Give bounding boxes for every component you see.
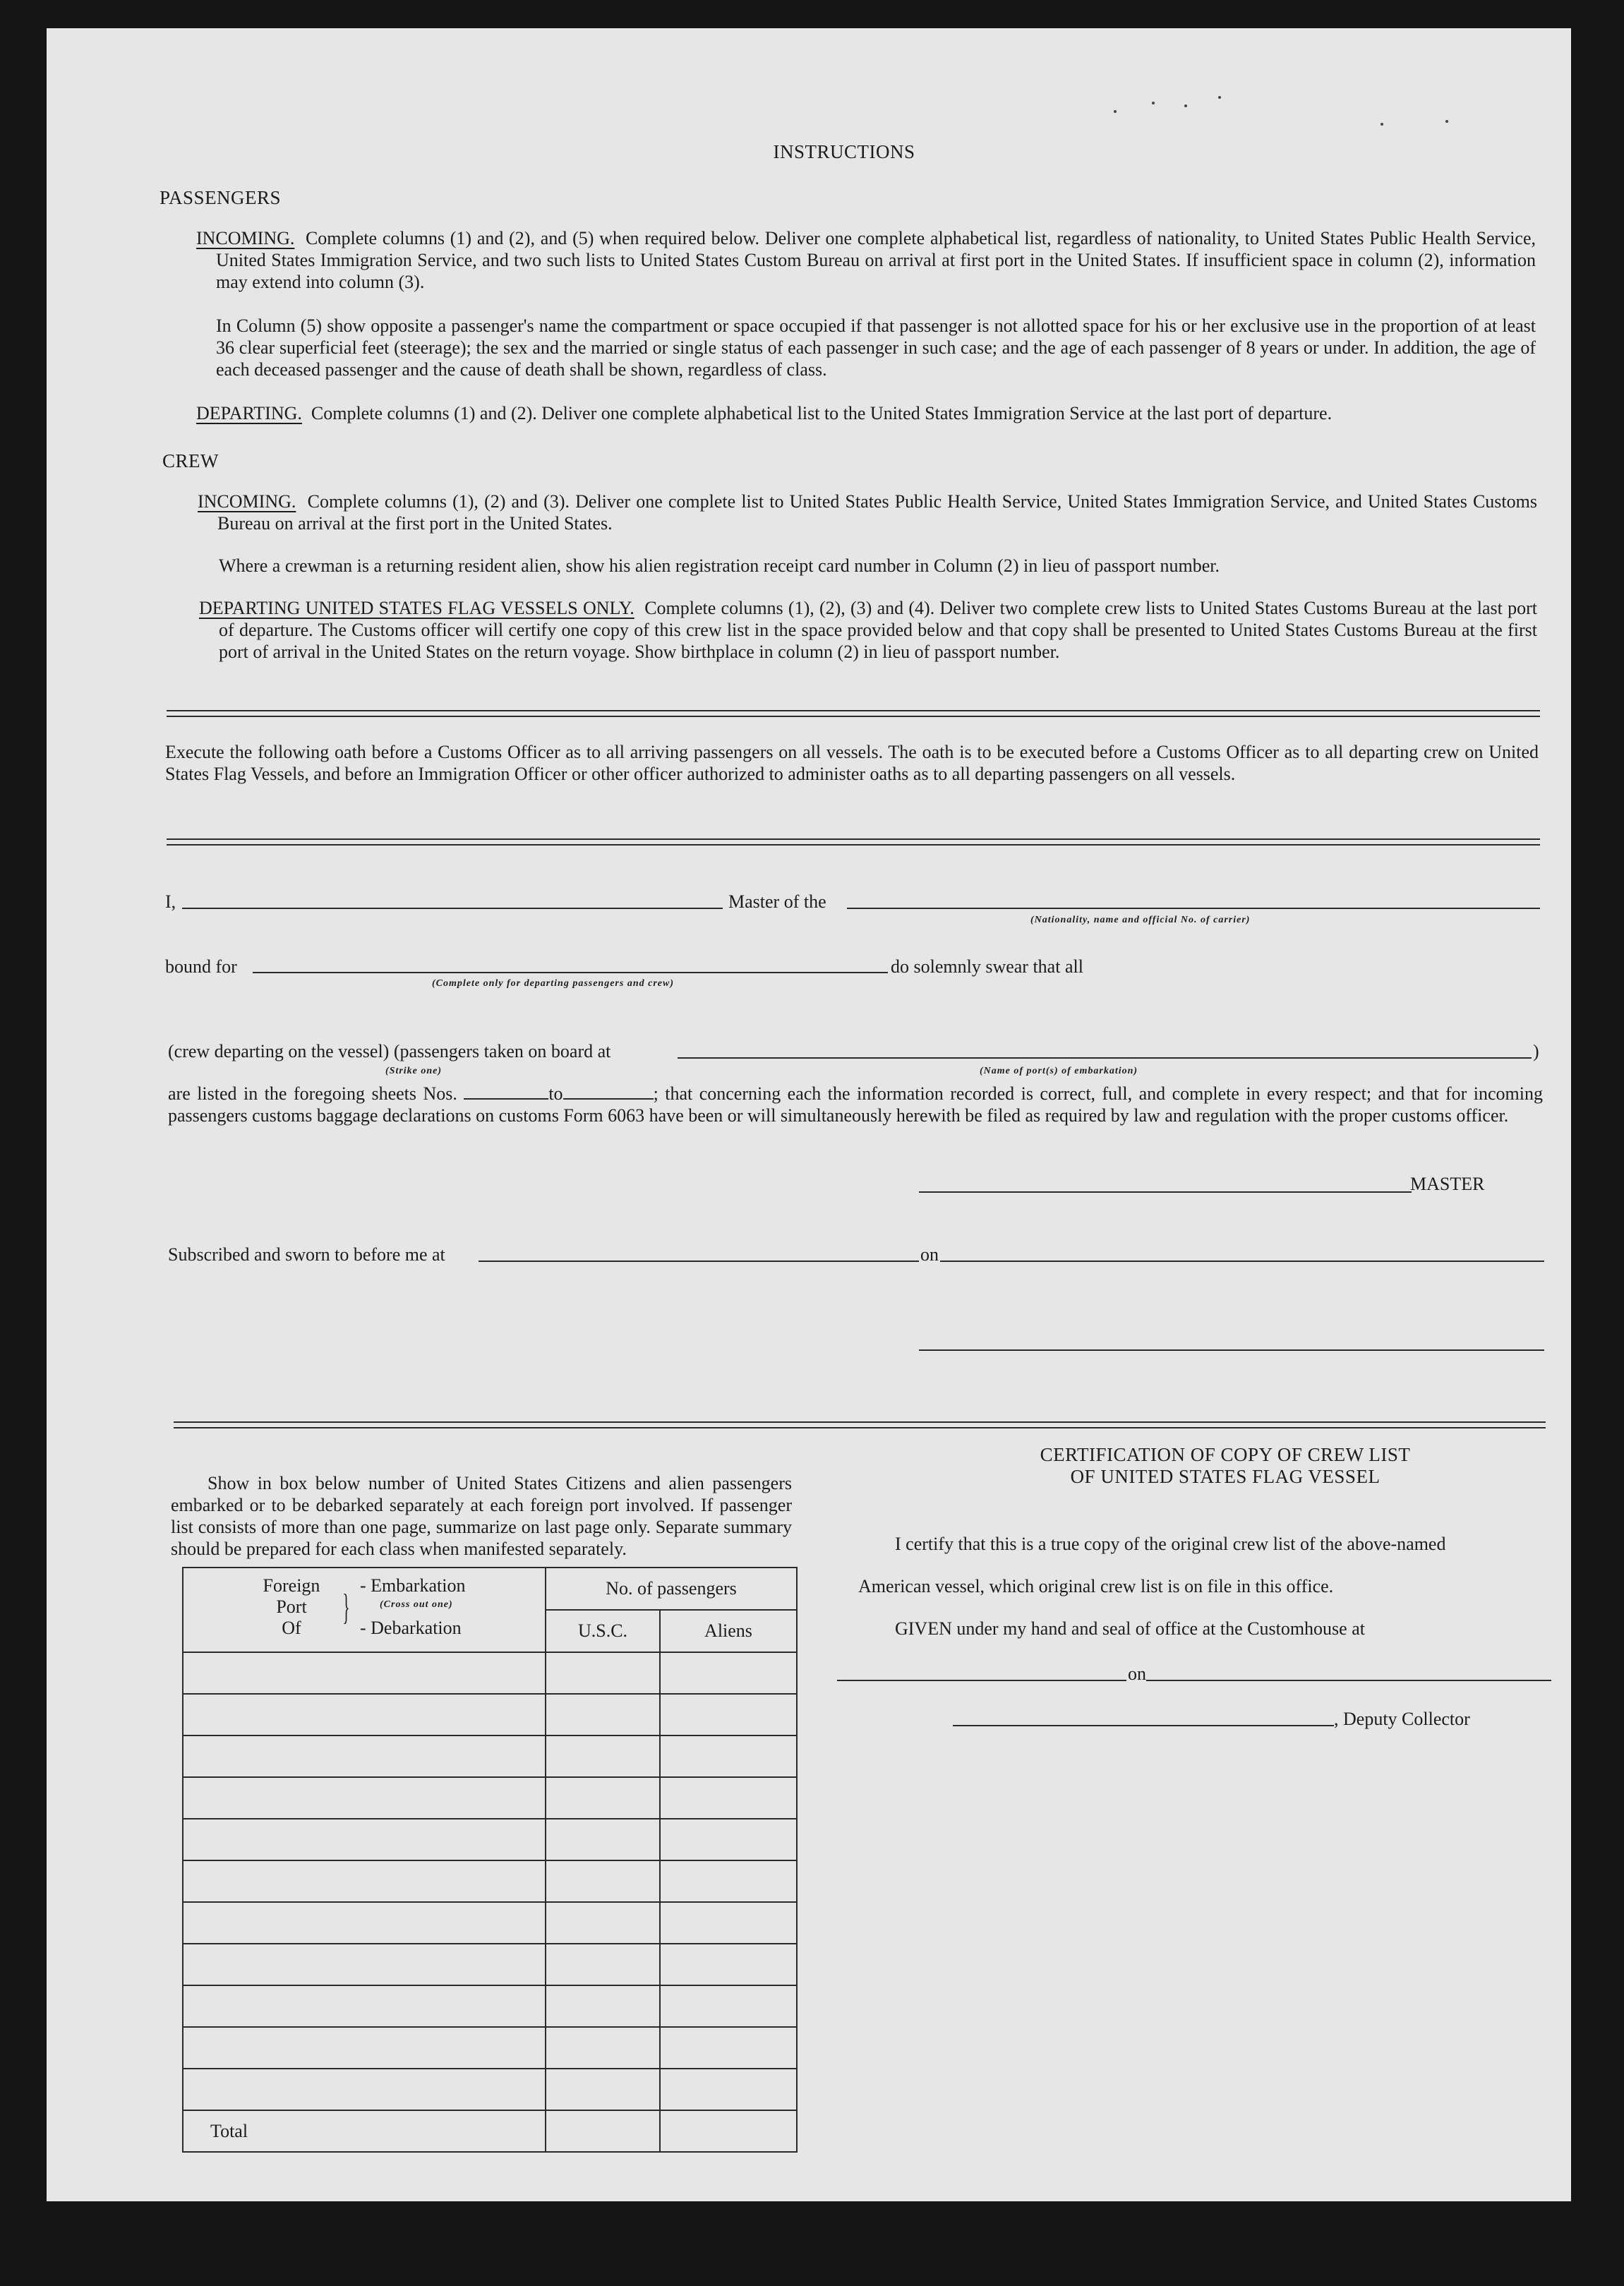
- crew-heading: CREW: [162, 450, 219, 471]
- passengers-column5: In Column (5) show opposite a passenger's name the compartment or space occupied if that passenger is not allotted space for his or her exclusive use in the proportion of at least 36 clear superficial feet (steerage); the sex and the married or single status of each passenger in such case; and the age of each passenger of 8 years or under. In addition, the age of each deceased passenger and the cause of death shall be shown, regardless of class.: [216, 315, 1536, 380]
- usc-cell[interactable]: [546, 2027, 660, 2069]
- passengers-incoming-text: Complete columns (1) and (2), and (5) when required below. Deliver one complete alphabetical list, regardless of nationality, to United States Public Health Service, United States Immigration Service, and two such lists to United States Custom Bureau on arrival at first port in the United States. If insufficient space in column (2), information may extend into column (3).: [216, 228, 1536, 292]
- customhouse-line[interactable]: [837, 1680, 1126, 1681]
- certification-line-2: American vessel, which original crew list is on file in this office.: [858, 1576, 1334, 1596]
- oath-listed: [168, 1083, 1543, 1126]
- sheet-from-line[interactable]: [464, 1084, 548, 1100]
- section-divider: [167, 710, 1540, 717]
- passengers-departing-text: Complete columns (1) and (2). Deliver one complete alphabetical list to the United States Immigration Service at the last port of departure.: [311, 403, 1333, 423]
- port-cell[interactable]: [183, 2069, 546, 2110]
- port-cell[interactable]: [183, 1735, 546, 1777]
- port-caption: (Name of port(s) of embarkation): [980, 1066, 1138, 1076]
- aliens-cell[interactable]: [660, 1735, 797, 1777]
- scan-speck: [1445, 120, 1448, 123]
- crew-resident: Where a crewman is a returning resident alien, show his alien registration receipt card number in Column (2) in lieu of passport number.: [219, 555, 1220, 576]
- usc-cell[interactable]: [546, 1902, 660, 1944]
- aliens-cell[interactable]: [660, 1860, 797, 1902]
- oath-i-label: I,: [165, 891, 176, 912]
- port-cell[interactable]: [183, 1777, 546, 1819]
- table-row: [183, 2069, 797, 2110]
- cross-out-caption: (Cross out one): [380, 1599, 453, 1610]
- listed-text-a: are listed in the foregoing sheets Nos.: [168, 1083, 457, 1104]
- section-divider: [167, 838, 1540, 846]
- deputy-collector-label: , Deputy Collector: [1334, 1709, 1470, 1729]
- no-passengers-header: No. of passengers: [546, 1568, 797, 1610]
- scan-speck: [1114, 110, 1117, 113]
- oath-master-of: Master of the: [728, 891, 826, 912]
- certification-on-label: on: [1128, 1664, 1146, 1684]
- sworn-on-label: on: [920, 1244, 939, 1265]
- foreign-label: Foreign: [263, 1575, 320, 1596]
- usc-cell[interactable]: [546, 1652, 660, 1694]
- passengers-heading: PASSENGERS: [160, 187, 282, 208]
- port-cell[interactable]: [183, 1944, 546, 1985]
- passenger-summary-table: [182, 1567, 798, 2153]
- port-label: Port: [276, 1596, 307, 1617]
- crew-incoming-label: INCOMING.: [198, 491, 296, 512]
- brace-icon: }: [342, 1587, 350, 1628]
- aliens-cell[interactable]: [660, 1777, 797, 1819]
- aliens-cell[interactable]: [660, 1652, 797, 1694]
- port-header: [183, 1568, 546, 1652]
- officer-signature-line[interactable]: [919, 1349, 1544, 1351]
- aliens-cell[interactable]: [660, 1985, 797, 2027]
- total-usc-cell[interactable]: [546, 2110, 660, 2152]
- aliens-cell[interactable]: [660, 1944, 797, 1985]
- of-label: Of: [282, 1618, 301, 1638]
- usc-cell[interactable]: [546, 2069, 660, 2110]
- usc-cell[interactable]: [546, 1985, 660, 2027]
- crew-departing-label: DEPARTING UNITED STATES FLAG VESSELS ONLY.: [199, 598, 634, 618]
- port-cell[interactable]: [183, 1819, 546, 1860]
- aliens-cell[interactable]: [660, 1819, 797, 1860]
- oath-bound-for: bound for: [165, 956, 237, 977]
- table-row: [183, 1777, 797, 1819]
- summary-body: [183, 1652, 797, 2110]
- port-cell[interactable]: [183, 1902, 546, 1944]
- scan-speck: [1184, 104, 1187, 107]
- crew-departing: [199, 597, 1537, 663]
- usc-cell[interactable]: [546, 1777, 660, 1819]
- usc-cell[interactable]: [546, 1819, 660, 1860]
- close-paren: ): [1533, 1041, 1539, 1061]
- crew-incoming: [198, 491, 1537, 534]
- crew-incoming-text: Complete columns (1), (2) and (3). Deliver one complete list to United States Public Health Service, United States Immigration Service, and United States Customs Bureau on arrival at the first port in the United States.: [217, 491, 1537, 534]
- embarkation-port-line[interactable]: [678, 1057, 1532, 1059]
- passengers-incoming-label: INCOMING.: [196, 228, 295, 248]
- crew-departing-text: Complete columns (1), (2), (3) and (4). Deliver two complete crew lists to United States Customs Bureau at the last port of departure. The Customs officer will certify one copy of this crew list in the space provided below and that copy shall be presented to United States Customs Bureau at the first port of arrival in the United States on the return voyage. Show birthplace in column (2) in lieu of passport number.: [219, 598, 1537, 662]
- subscribed-text: Subscribed and sworn to before me at: [168, 1244, 445, 1265]
- total-label: Total: [183, 2110, 546, 2152]
- strike-caption: (Strike one): [385, 1066, 443, 1076]
- usc-header: U.S.C.: [546, 1610, 660, 1652]
- aliens-cell[interactable]: [660, 1694, 797, 1735]
- passengers-departing-label: DEPARTING.: [196, 403, 302, 423]
- listed-text-b: ; that concerning each the information recorded is correct, full, and complete in every respect; and that for incoming passengers customs baggage declarations on customs Form 6063 have been or will simultaneously herewith be filed as required by law and regulation with the proper customs officer.: [168, 1083, 1543, 1126]
- master-label: MASTER: [1410, 1174, 1485, 1194]
- port-cell[interactable]: [183, 1694, 546, 1735]
- section-divider: [174, 1421, 1546, 1428]
- oath-crew-departing: (crew departing on the vessel) (passengers taken on board at: [168, 1041, 611, 1061]
- oath-swear: do solemnly swear that all: [891, 956, 1083, 977]
- usc-cell[interactable]: [546, 1694, 660, 1735]
- certification-title-1: CERTIFICATION OF COPY OF CREW LIST: [1040, 1444, 1411, 1465]
- scan-speck: [1218, 96, 1221, 99]
- port-cell[interactable]: [183, 1985, 546, 2027]
- port-cell[interactable]: [183, 1652, 546, 1694]
- table-row: [183, 1860, 797, 1902]
- passengers-incoming: [196, 227, 1536, 293]
- document-page: [47, 28, 1571, 2201]
- bound-caption: (Complete only for departing passengers and crew): [432, 978, 674, 989]
- nationality-caption: (Nationality, name and official No. of carrier): [1030, 915, 1251, 925]
- table-row: [183, 2027, 797, 2069]
- aliens-cell[interactable]: [660, 1902, 797, 1944]
- total-aliens-cell[interactable]: [660, 2110, 797, 2152]
- page-title: INSTRUCTIONS: [773, 141, 915, 162]
- certification-line-3: GIVEN under my hand and seal of office at the Customhouse at: [895, 1618, 1365, 1639]
- scan-speck: [1381, 123, 1383, 126]
- aliens-cell[interactable]: [660, 2027, 797, 2069]
- master-signature-line[interactable]: [919, 1191, 1412, 1193]
- usc-cell[interactable]: [546, 1860, 660, 1902]
- destination-line[interactable]: [253, 972, 888, 973]
- sworn-date-line[interactable]: [940, 1261, 1544, 1262]
- passengers-departing: [196, 402, 1537, 424]
- debarkation-label[interactable]: - Debarkation: [360, 1618, 462, 1638]
- certification-title-2: OF UNITED STATES FLAG VESSEL: [1070, 1466, 1381, 1487]
- aliens-cell[interactable]: [660, 2069, 797, 2110]
- foreign-port-of: [253, 1575, 330, 1639]
- carrier-line[interactable]: [847, 908, 1540, 909]
- master-name-line[interactable]: [182, 908, 723, 909]
- usc-cell[interactable]: [546, 1944, 660, 1985]
- table-row: [183, 1652, 797, 1694]
- embarkation-label[interactable]: - Embarkation: [360, 1575, 466, 1596]
- deputy-signature-line[interactable]: [953, 1725, 1334, 1726]
- table-row: [183, 1735, 797, 1777]
- usc-cell[interactable]: [546, 1735, 660, 1777]
- certification-title: [886, 1444, 1564, 1488]
- port-cell[interactable]: [183, 1860, 546, 1902]
- table-row: [183, 1985, 797, 2027]
- sheet-to-line[interactable]: [563, 1084, 654, 1100]
- listed-to: to: [548, 1083, 563, 1104]
- scan-speck: [1152, 102, 1155, 104]
- table-row: [183, 1694, 797, 1735]
- port-cell[interactable]: [183, 2027, 546, 2069]
- table-row: [183, 1944, 797, 1985]
- table-row: [183, 1819, 797, 1860]
- certification-line-1: I certify that this is a true copy of the original crew list of the above-named: [895, 1534, 1446, 1554]
- certification-date-line[interactable]: [1146, 1680, 1551, 1681]
- aliens-header: Aliens: [660, 1610, 797, 1652]
- table-row: [183, 1902, 797, 1944]
- sworn-place-line[interactable]: [479, 1261, 919, 1262]
- oath-intro: Execute the following oath before a Customs Officer as to all arriving passengers on all vessels. The oath is to be executed before a Customs Officer as to all departing crew on United States Flag Vessels, and before an Immigration Officer or other officer authorized to administer oaths as to all departing passengers on all vessels.: [165, 742, 1539, 784]
- summary-intro: Show in box below number of United States Citizens and alien passengers embarked or to be debarked separately at each foreign port involved. If passenger list consists of more than one page, summarize on last page only. Separate summary should be prepared for each class when manifested separately.: [171, 1473, 792, 1559]
